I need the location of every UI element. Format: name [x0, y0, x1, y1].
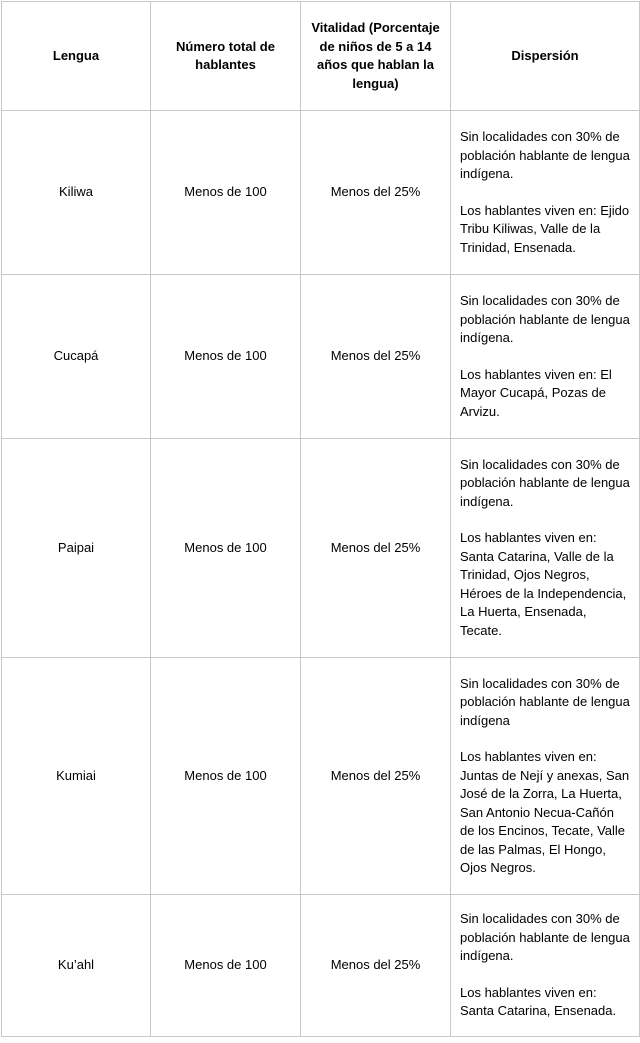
header-dispersion: Dispersión	[451, 2, 640, 111]
header-numero-hablantes: Número total de hablantes	[151, 2, 301, 111]
header-vitalidad: Vitalidad (Porcentaje de niños de 5 a 14 años que hablan la lengua)	[301, 2, 451, 111]
dispersion-localidades: Sin localidades con 30% de población hablante de lengua indígena.	[460, 456, 630, 509]
cell-numero: Menos de 100	[151, 439, 301, 658]
cell-vitalidad: Menos del 25%	[301, 275, 451, 439]
cell-dispersion	[451, 658, 640, 895]
dispersion-localidades: Sin localidades con 30% de población hablante de lengua indígena.	[460, 293, 630, 345]
dispersion-localidades: Sin localidades con 30% de población hablante de lengua indígena	[460, 675, 630, 728]
cell-vitalidad: Menos del 25%	[301, 439, 451, 658]
table-row	[2, 895, 640, 1037]
dispersion-ubicaciones: Los hablantes viven en: El Mayor Cucapá, Pozas de Arvizu.	[460, 366, 612, 419]
dispersion-localidades: Sin localidades con 30% de población hablante de lengua indígena.	[460, 129, 630, 181]
cell-numero: Menos de 100	[151, 895, 301, 1037]
cell-numero: Menos de 100	[151, 111, 301, 275]
cell-dispersion	[451, 895, 640, 1037]
languages-table	[1, 1, 640, 1037]
table-header	[2, 2, 640, 111]
cell-dispersion	[451, 275, 640, 439]
table-row	[2, 275, 640, 439]
dispersion-ubicaciones: Los hablantes viven en: Santa Catarina, Ensenada.	[460, 984, 617, 1019]
cell-vitalidad: Menos del 25%	[301, 111, 451, 275]
cell-lengua: Kumiai	[2, 658, 151, 895]
dispersion-localidades: Sin localidades con 30% de población hablante de lengua indígena.	[460, 911, 630, 964]
cell-dispersion	[451, 439, 640, 658]
table-row	[2, 658, 640, 895]
header-row	[2, 2, 640, 111]
table-row	[2, 111, 640, 275]
cell-vitalidad: Menos del 25%	[301, 895, 451, 1037]
header-lengua: Lengua	[2, 2, 151, 111]
cell-lengua: Paipai	[2, 439, 151, 658]
cell-numero: Menos de 100	[151, 275, 301, 439]
cell-numero: Menos de 100	[151, 658, 301, 895]
cell-lengua: Cucapá	[2, 275, 151, 439]
dispersion-ubicaciones: Los hablantes viven en: Ejido Tribu Kiliwas, Valle de la Trinidad, Ensenada.	[460, 202, 630, 255]
cell-lengua: Kiliwa	[2, 111, 151, 275]
dispersion-ubicaciones: Los hablantes viven en: Juntas de Nejí y anexas, San José de la Zorra, La Huerta, San Antonio Necua-Cañón de los Encinos, Tecate, Valle de las Palmas, El Hongo, Ojos Negros.	[460, 749, 630, 875]
dispersion-ubicaciones: Los hablantes viven en: Santa Catarina, Valle de la Trinidad, Ojos Negros, Héroes de la Independencia, La Huerta, Ensenada, Tecate.	[460, 530, 627, 638]
cell-vitalidad: Menos del 25%	[301, 658, 451, 895]
cell-dispersion	[451, 111, 640, 275]
table-row	[2, 439, 640, 658]
table-body	[2, 111, 640, 1037]
cell-lengua: Ku’ahl	[2, 895, 151, 1037]
